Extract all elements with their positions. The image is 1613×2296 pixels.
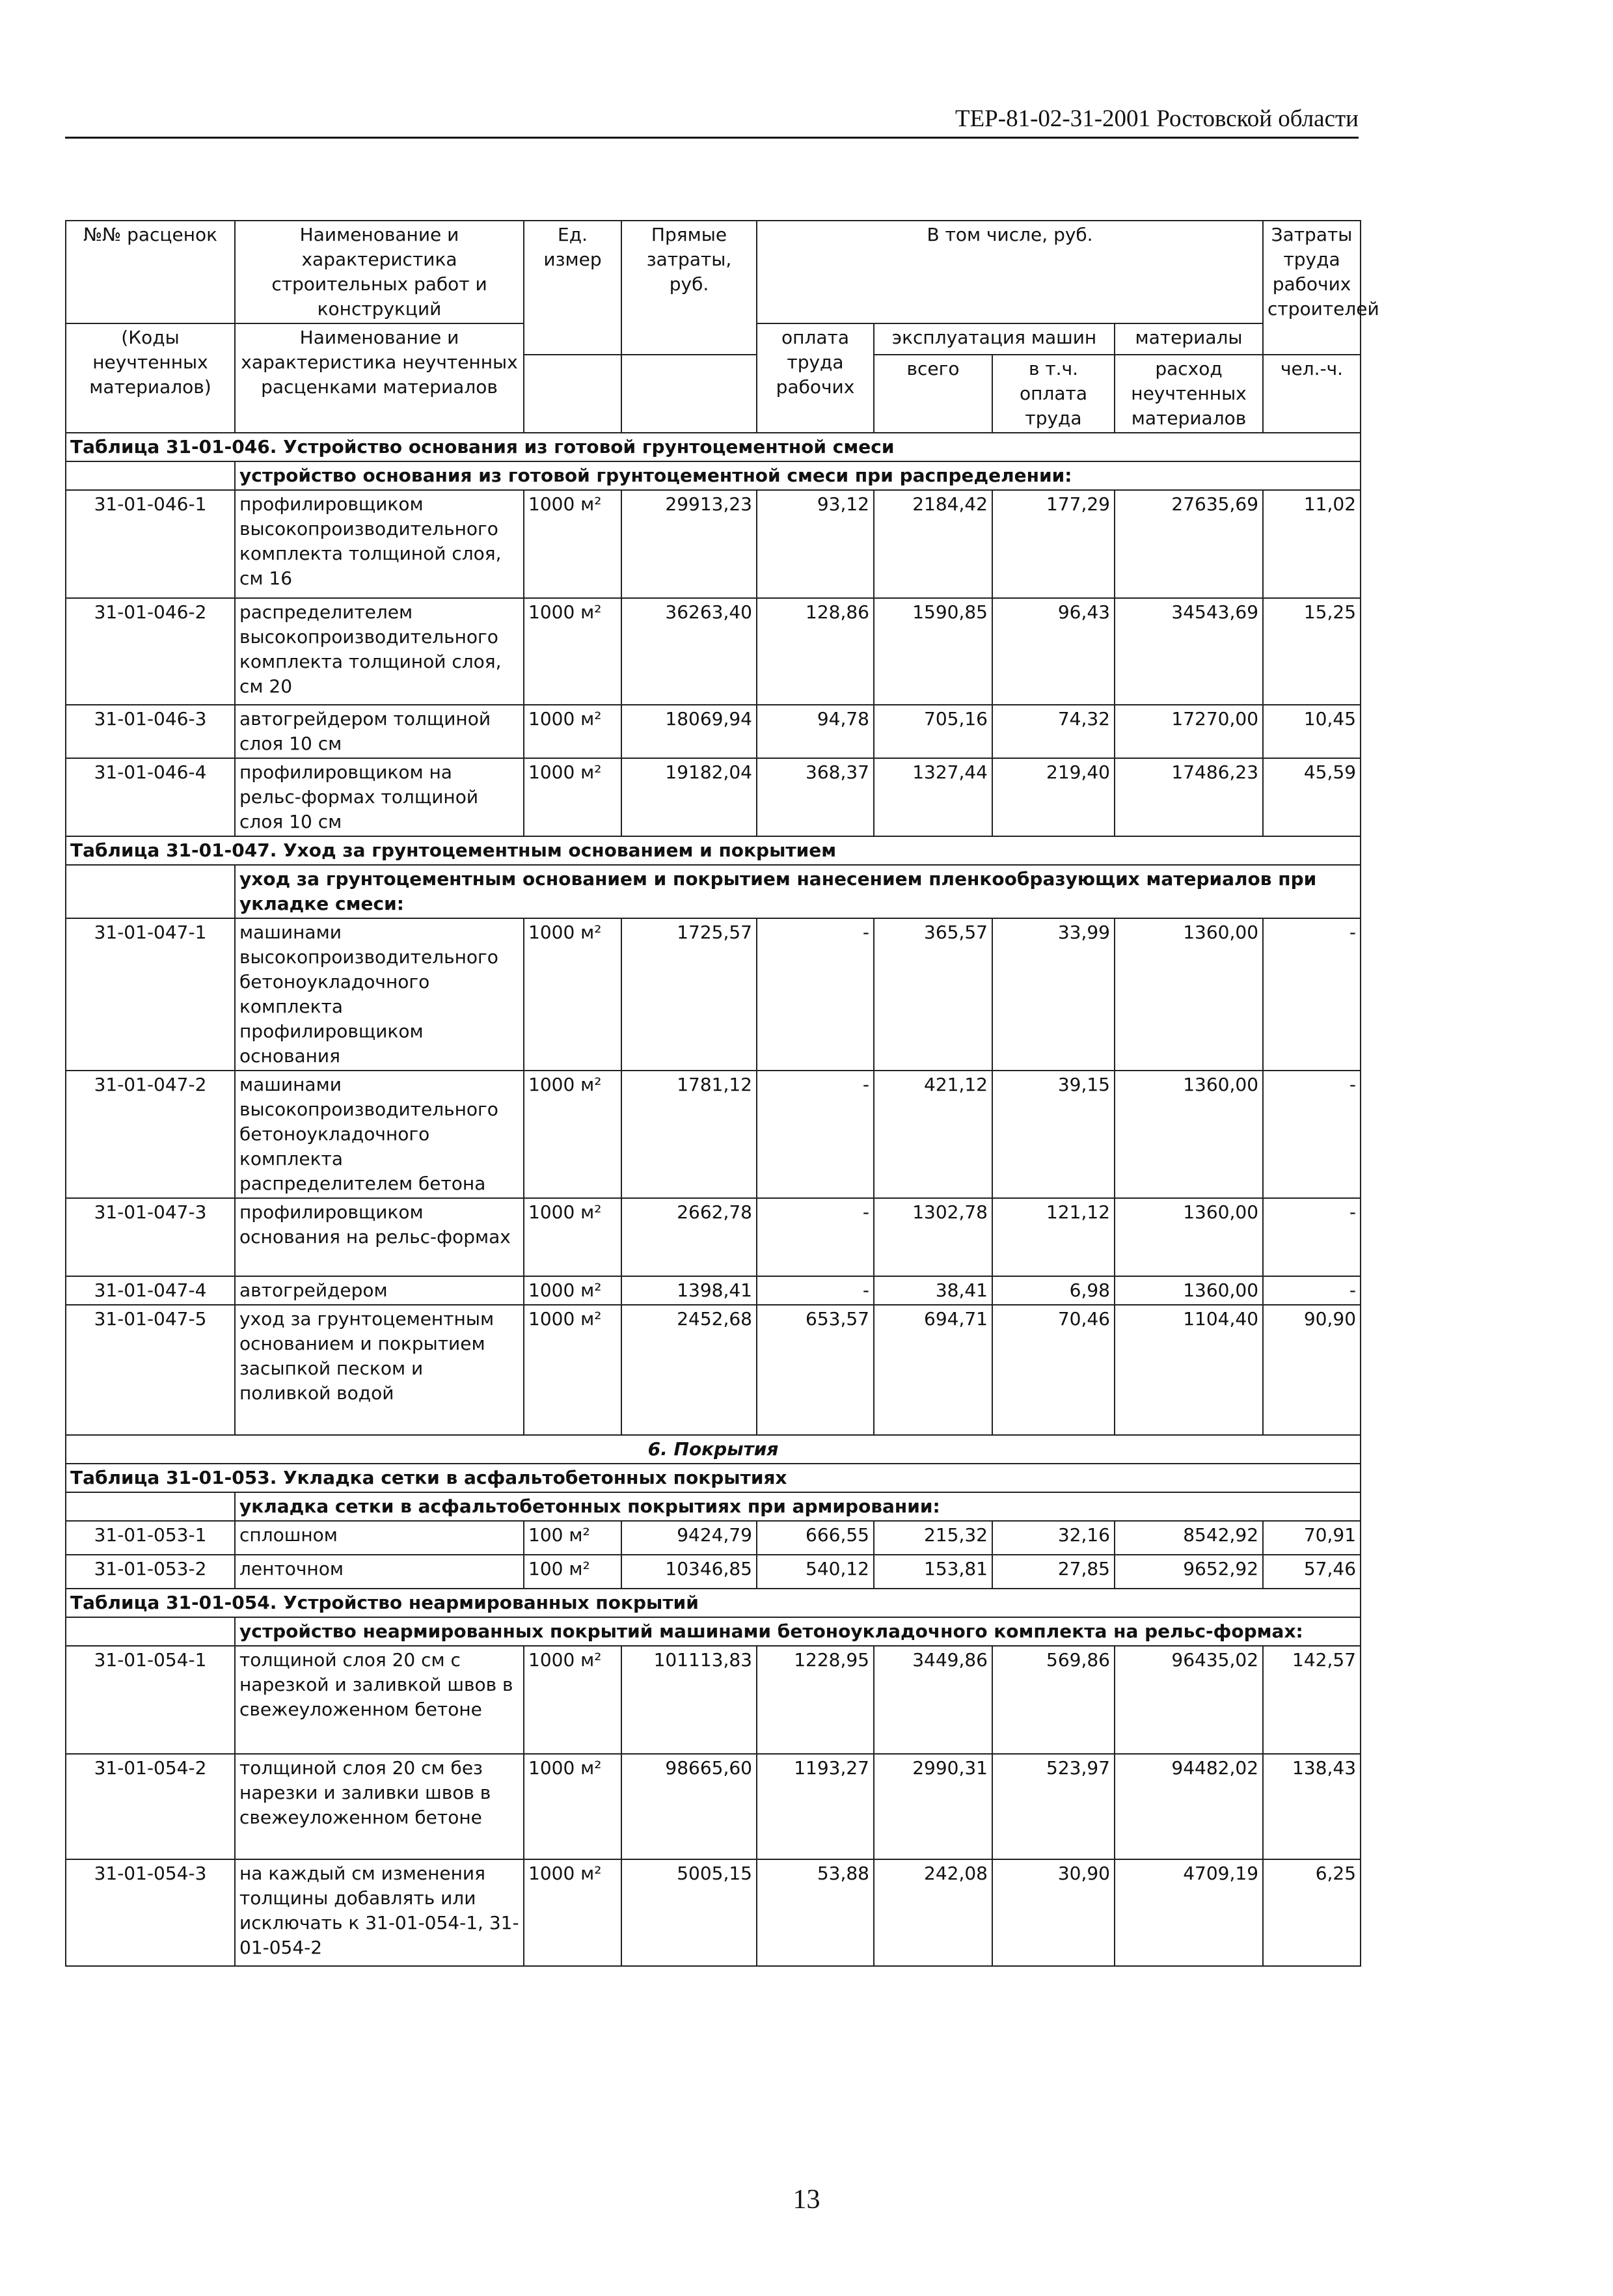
unit: 1000 м²: [524, 1071, 621, 1198]
work-name: на каждый см изменения толщины добавлять или исключать к 31-01-054-1, 31-01-054-2: [235, 1859, 524, 1966]
table-row: [66, 1198, 1361, 1276]
subtitle-spacer: [66, 1617, 235, 1646]
table-row: [66, 1305, 1361, 1435]
table-title-row: [66, 1589, 1361, 1617]
labor-pay: 53,88: [757, 1859, 874, 1966]
rate-code: 31-01-046-3: [66, 705, 235, 758]
labor-pay: 128,86: [757, 598, 874, 705]
unit: 1000 м²: [524, 918, 621, 1071]
work-name: профилировщиком основания на рельс-формах: [235, 1198, 524, 1276]
table-title: Таблица 31-01-053. Укладка сетки в асфальтобетонных покрытиях: [66, 1464, 1361, 1492]
machines-labor: 6,98: [992, 1276, 1115, 1305]
labor-cost: 90,90: [1263, 1305, 1361, 1435]
table-title-row: [66, 836, 1361, 865]
labor-cost: -: [1263, 1198, 1361, 1276]
direct-cost: 5005,15: [621, 1859, 757, 1966]
machines-labor: 121,12: [992, 1198, 1115, 1276]
table-subtitle-row: [66, 1492, 1361, 1521]
table-row: [66, 1276, 1361, 1305]
col-labor-pay: оплата труда рабочих: [757, 323, 874, 433]
table-row: [66, 705, 1361, 758]
machines-labor: 523,97: [992, 1754, 1115, 1859]
col-name-top: Наименование и характеристика строительных работ и конструкций: [235, 221, 524, 323]
machines-labor: 569,86: [992, 1646, 1115, 1754]
machines-total: 215,32: [874, 1521, 992, 1555]
table-row: [66, 1646, 1361, 1754]
col-direct: Прямые затраты, руб.: [621, 221, 757, 355]
table-subtitle-row: [66, 461, 1361, 490]
unit: 1000 м²: [524, 1754, 621, 1859]
materials: 1104,40: [1115, 1305, 1263, 1435]
rate-code: 31-01-047-4: [66, 1276, 235, 1305]
section-row: [66, 1435, 1361, 1464]
labor-cost: 45,59: [1263, 758, 1361, 836]
machines-labor: 70,46: [992, 1305, 1115, 1435]
direct-cost: 1725,57: [621, 918, 757, 1071]
work-name: машинами высокопроизводительного бетоноукладочного комплекта профилировщиком основания: [235, 918, 524, 1071]
materials: 17486,23: [1115, 758, 1263, 836]
running-header: [65, 98, 1359, 139]
materials: 4709,19: [1115, 1859, 1263, 1966]
col-machines-all: всего: [874, 355, 992, 433]
labor-cost: 10,45: [1263, 705, 1361, 758]
labor-cost: 6,25: [1263, 1859, 1361, 1966]
table-row: [66, 598, 1361, 705]
unit: 1000 м²: [524, 705, 621, 758]
unit: 1000 м²: [524, 598, 621, 705]
rate-code: 31-01-053-1: [66, 1521, 235, 1555]
unit: 100 м²: [524, 1555, 621, 1589]
work-name: машинами высокопроизводительного бетоноукладочного комплекта распределителем бетона: [235, 1071, 524, 1198]
labor-cost: 138,43: [1263, 1754, 1361, 1859]
labor-pay: 368,37: [757, 758, 874, 836]
machines-total: 242,08: [874, 1859, 992, 1966]
rate-code: 31-01-046-1: [66, 490, 235, 598]
table-title-row: [66, 433, 1361, 461]
machines-labor: 219,40: [992, 758, 1115, 836]
labor-pay: -: [757, 1276, 874, 1305]
labor-pay: 540,12: [757, 1555, 874, 1589]
subtitle-spacer: [66, 1492, 235, 1521]
labor-pay: 93,12: [757, 490, 874, 598]
labor-pay: 94,78: [757, 705, 874, 758]
table-row: [66, 1521, 1361, 1555]
materials: 9652,92: [1115, 1555, 1263, 1589]
col-materials: материалы: [1115, 323, 1263, 355]
labor-cost: 57,46: [1263, 1555, 1361, 1589]
machines-labor: 96,43: [992, 598, 1115, 705]
table-row: [66, 1754, 1361, 1859]
table-subtitle: уход за грунтоцементным основанием и покрытием нанесением пленкообразующих материалов при укладке смеси:: [235, 865, 1361, 918]
direct-cost: 29913,23: [621, 490, 757, 598]
table-row: [66, 1555, 1361, 1589]
col-machines: эксплуатация машин: [874, 323, 1115, 355]
table-title: Таблица 31-01-047. Уход за грунтоцементным основанием и покрытием: [66, 836, 1361, 865]
col-unit-cont: [524, 355, 621, 433]
labor-cost: -: [1263, 1071, 1361, 1198]
subtitle-spacer: [66, 461, 235, 490]
col-labor-cost-bottom: чел.-ч.: [1263, 355, 1361, 433]
labor-pay: -: [757, 1198, 874, 1276]
materials: 1360,00: [1115, 1198, 1263, 1276]
machines-total: 1327,44: [874, 758, 992, 836]
estimates-table: [65, 220, 1379, 1967]
col-code-top: №№ расценок: [66, 221, 235, 323]
rate-code: 31-01-054-1: [66, 1646, 235, 1754]
work-name: автогрейдером толщиной слоя 10 см: [235, 705, 524, 758]
labor-pay: 666,55: [757, 1521, 874, 1555]
machines-total: 421,12: [874, 1071, 992, 1198]
unit: 1000 м²: [524, 758, 621, 836]
table-row: [66, 758, 1361, 836]
work-name: сплошном: [235, 1521, 524, 1555]
col-code-bottom: (Коды неучтенных материалов): [66, 323, 235, 433]
machines-labor: 32,16: [992, 1521, 1115, 1555]
unit: 1000 м²: [524, 490, 621, 598]
col-materials-unaccounted: расход неучтенных материалов: [1115, 355, 1263, 433]
machines-total: 2990,31: [874, 1754, 992, 1859]
machines-total: 2184,42: [874, 490, 992, 598]
direct-cost: 1781,12: [621, 1071, 757, 1198]
table-row: [66, 490, 1361, 598]
work-name: толщиной слоя 20 см с нарезкой и заливкой швов в свежеуложенном бетоне: [235, 1646, 524, 1754]
machines-labor: 30,90: [992, 1859, 1115, 1966]
machines-labor: 33,99: [992, 918, 1115, 1071]
rate-code: 31-01-054-2: [66, 1754, 235, 1859]
table-title-row: [66, 1464, 1361, 1492]
labor-cost: -: [1263, 918, 1361, 1071]
col-direct-cont: [621, 355, 757, 433]
direct-cost: 9424,79: [621, 1521, 757, 1555]
labor-cost: 15,25: [1263, 598, 1361, 705]
labor-pay: -: [757, 918, 874, 1071]
labor-cost: 142,57: [1263, 1646, 1361, 1754]
col-unit: Ед. измер: [524, 221, 621, 355]
work-name: толщиной слоя 20 см без нарезки и заливки швов в свежеуложенном бетоне: [235, 1754, 524, 1859]
machines-total: 1590,85: [874, 598, 992, 705]
direct-cost: 36263,40: [621, 598, 757, 705]
machines-total: 3449,86: [874, 1646, 992, 1754]
machines-labor: 39,15: [992, 1071, 1115, 1198]
table-title: Таблица 31-01-054. Устройство неармированных покрытий: [66, 1589, 1361, 1617]
labor-pay: 1228,95: [757, 1646, 874, 1754]
machines-labor: 74,32: [992, 705, 1115, 758]
col-name-bottom: Наименование и характеристика неучтенных расценками материалов: [235, 323, 524, 433]
materials: 34543,69: [1115, 598, 1263, 705]
table-row: [66, 918, 1361, 1071]
labor-cost: -: [1263, 1276, 1361, 1305]
machines-total: 694,71: [874, 1305, 992, 1435]
rate-code: 31-01-047-3: [66, 1198, 235, 1276]
table-subtitle-row: [66, 1617, 1361, 1646]
work-name: уход за грунтоцементным основанием и покрытием засыпкой песком и поливкой водой: [235, 1305, 524, 1435]
machines-labor: 27,85: [992, 1555, 1115, 1589]
labor-pay: 653,57: [757, 1305, 874, 1435]
rate-code: 31-01-047-2: [66, 1071, 235, 1198]
materials: 1360,00: [1115, 1276, 1263, 1305]
machines-total: 365,57: [874, 918, 992, 1071]
page-number: 13: [793, 2185, 820, 2215]
table-row: [66, 1859, 1361, 1966]
direct-cost: 18069,94: [621, 705, 757, 758]
rate-code: 31-01-046-4: [66, 758, 235, 836]
materials: 1360,00: [1115, 1071, 1263, 1198]
direct-cost: 1398,41: [621, 1276, 757, 1305]
unit: 1000 м²: [524, 1305, 621, 1435]
work-name: профилировщиком на рельс-формах толщиной слоя 10 см: [235, 758, 524, 836]
work-name: автогрейдером: [235, 1276, 524, 1305]
machines-total: 153,81: [874, 1555, 992, 1589]
materials: 17270,00: [1115, 705, 1263, 758]
col-labor-cost-top: Затраты труда рабочих строителей: [1263, 221, 1361, 355]
unit: 1000 м²: [524, 1198, 621, 1276]
labor-cost: 11,02: [1263, 490, 1361, 598]
rate-code: 31-01-046-2: [66, 598, 235, 705]
machines-total: 705,16: [874, 705, 992, 758]
rate-code: 31-01-053-2: [66, 1555, 235, 1589]
work-name: распределителем высокопроизводительного комплекта толщиной слоя, см 20: [235, 598, 524, 705]
materials: 96435,02: [1115, 1646, 1263, 1754]
labor-cost: 70,91: [1263, 1521, 1361, 1555]
materials: 1360,00: [1115, 918, 1263, 1071]
col-machines-labor: в т.ч. оплата труда: [992, 355, 1115, 433]
table-subtitle: устройство неармированных покрытий машинами бетоноукладочного комплекта на рельс-формах:: [235, 1617, 1361, 1646]
table-subtitle-row: [66, 865, 1361, 918]
rate-code: 31-01-047-5: [66, 1305, 235, 1435]
subtitle-spacer: [66, 865, 235, 918]
direct-cost: 10346,85: [621, 1555, 757, 1589]
work-name: профилировщиком высокопроизводительного комплекта толщиной слоя, см 16: [235, 490, 524, 598]
table-subtitle: устройство основания из готовой грунтоцементной смеси при распределении:: [235, 461, 1361, 490]
unit: 1000 м²: [524, 1276, 621, 1305]
materials: 27635,69: [1115, 490, 1263, 598]
direct-cost: 2452,68: [621, 1305, 757, 1435]
machines-total: 1302,78: [874, 1198, 992, 1276]
direct-cost: 19182,04: [621, 758, 757, 836]
work-name: ленточном: [235, 1555, 524, 1589]
table-title: Таблица 31-01-046. Устройство основания из готовой грунтоцементной смеси: [66, 433, 1361, 461]
machines-total: 38,41: [874, 1276, 992, 1305]
section-title: 6. Покрытия: [66, 1435, 1361, 1464]
unit: 1000 м²: [524, 1859, 621, 1966]
doc-ref: ТЕР-81-02-31-2001 Ростовской области: [955, 105, 1359, 132]
col-incl: В том числе, руб.: [757, 221, 1263, 323]
rate-code: 31-01-047-1: [66, 918, 235, 1071]
unit: 1000 м²: [524, 1646, 621, 1754]
direct-cost: 98665,60: [621, 1754, 757, 1859]
materials: 94482,02: [1115, 1754, 1263, 1859]
labor-pay: -: [757, 1071, 874, 1198]
table-row: [66, 1071, 1361, 1198]
materials: 8542,92: [1115, 1521, 1263, 1555]
table-subtitle: укладка сетки в асфальтобетонных покрытиях при армировании:: [235, 1492, 1361, 1521]
direct-cost: 2662,78: [621, 1198, 757, 1276]
unit: 100 м²: [524, 1521, 621, 1555]
labor-pay: 1193,27: [757, 1754, 874, 1859]
machines-labor: 177,29: [992, 490, 1115, 598]
rate-code: 31-01-054-3: [66, 1859, 235, 1966]
direct-cost: 101113,83: [621, 1646, 757, 1754]
